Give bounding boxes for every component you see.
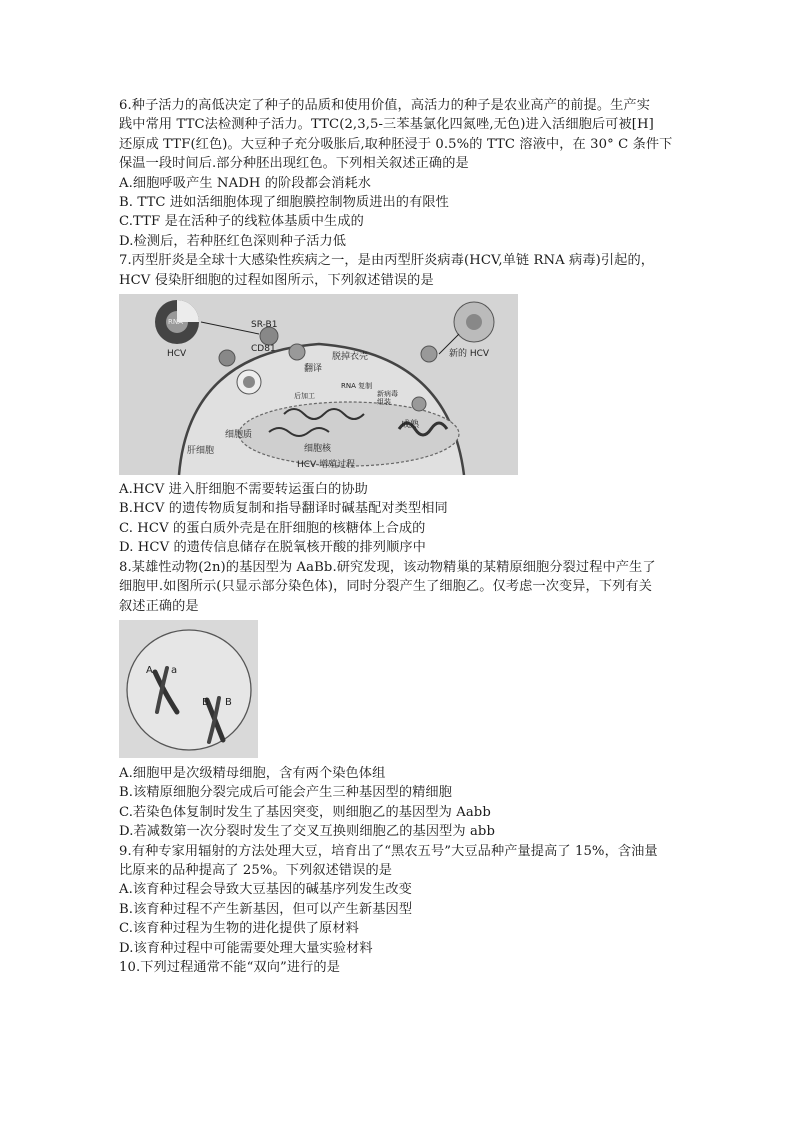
gene-label-a-upper: A [146, 664, 153, 676]
question-6-option-b: B. TTC 进如活细胞体现了细胞膜控制物质进出的有限性 [119, 195, 449, 211]
question-8-option-b: B.该精原细胞分裂完成后可能会产生三种基因型的精细胞 [119, 785, 452, 801]
figure-label-uncoat: 脱掉衣壳 [332, 352, 369, 363]
question-9-option-b: B.该育种过程不产生新基因，但可以产生新基因型 [119, 901, 413, 917]
new-hcv-core [466, 314, 482, 330]
question-8-stem-line-1: 8.某雄性动物(2n)的基因型为 AaBb.研究发现，该动物精巢的某精原细胞分裂过程中产生了 [119, 559, 656, 575]
question-8-option-c: C.若染色体复制时发生了基因突变，则细胞乙的基因型为 Aabb [119, 804, 491, 820]
figure-label-hcv: HCV [167, 349, 187, 360]
question-6-option-a: A.细胞呼吸产生 NADH 的阶段都会消耗水 [119, 175, 372, 191]
gene-label-a-lower: a [171, 664, 178, 676]
virion-inside [289, 344, 305, 360]
cell-jia-figure [119, 620, 258, 758]
question-6-option-c: C.TTF 是在活种子的线粒体基质中生成的 [119, 214, 364, 230]
figure-label-rna-replicate: RNA 复制 [341, 382, 373, 391]
question-6-stem-line-3: 还原成 TTF(红色)。大豆种子充分吸胀后,取种胚浸于 0.5%的 TTC 溶液中，在 30° C 条件下 [119, 136, 673, 152]
question-8-option-a: A.细胞甲是次级精母细胞，含有两个染色体组 [119, 765, 386, 781]
gene-label-b-1: B [202, 696, 209, 708]
question-8 [119, 558, 679, 842]
question-7-option-d: D. HCV 的遗传信息储存在脱氧核开酸的排列顺序中 [119, 540, 426, 556]
question-10-stem-line-1: 10.下列过程通常不能“双向”进行的是 [119, 959, 340, 975]
virion-bound [219, 350, 235, 366]
question-7-stem-line-2: HCV 侵染肝细胞的过程如图所示，下列叙述错误的是 [119, 272, 434, 288]
question-8-stem-line-2: 细胞甲.如图所示(只显示部分染色体)，同时分裂产生了细胞乙。仅考虑一次变异，下列有关 [119, 579, 652, 595]
figure-label-new-virus-assembly: 新病毒 组装 [377, 390, 398, 407]
question-7-option-b: B.HCV 的遗传物质复制和指导翻译时碱基配对类型相同 [119, 501, 448, 517]
virion-leaving [421, 346, 437, 362]
question-6 [119, 96, 679, 251]
question-8-option-d: D.若减数第一次分裂时发生了交叉互换则细胞乙的基因型为 abb [119, 824, 496, 840]
figure-label-rna: RNA [168, 318, 183, 327]
question-9-option-c: C.该育种过程为生物的进化提供了原材料 [119, 921, 359, 937]
hcv-infection-figure [119, 294, 518, 475]
figure-label-process: HCV 增殖过程 [297, 460, 356, 471]
question-9-option-a: A.该育种过程会导致大豆基因的碱基序列发生改变 [119, 882, 412, 898]
figure-label-cytoplasm: 细胞质 [225, 430, 253, 441]
question-7-option-c: C. HCV 的蛋白质外壳是在肝细胞的核糖体上合成的 [119, 520, 426, 536]
figure-label-liver-cell: 肝细胞 [187, 446, 215, 457]
figure-label-translate: 翻译 [304, 364, 323, 375]
question-6-option-d: D.检测后，若种胚红色深则种子活力低 [119, 233, 347, 249]
figure-label-cd81: CD81 [251, 344, 276, 355]
figure-label-new-hcv: 新的 HCV [449, 349, 490, 360]
figure-label-mature: 成熟 [401, 420, 420, 431]
virion-maturing [412, 397, 426, 411]
question-7-option-a: A.HCV 进入肝细胞不需要转运蛋白的协助 [119, 482, 368, 498]
question-7-stem-line-1: 7.丙型肝炎是全球十大感染性疾病之一，是由丙型肝炎病毒(HCV,单链 RNA 病毒)引起的， [119, 253, 655, 269]
figure-label-nucleus: 细胞核 [304, 444, 332, 455]
question-10 [119, 958, 679, 977]
question-9-stem-line-1: 9.有种专家用辐射的方法处理大豆，培育出了“黑农五号”大豆品种产量提高了 15%，含油量 [119, 843, 658, 859]
cell-jia-drawing [119, 620, 258, 758]
question-8-stem-line-3: 叙述正确的是 [119, 598, 199, 614]
figure-label-sr-b1: SR-B1 [251, 320, 278, 331]
question-6-stem-line-1: 6.种子活力的高低决定了种子的品质和使用价值，高活力的种子是农业高产的前提。生产实 [119, 98, 650, 113]
figure-label-post-process: 后加工 [294, 392, 315, 401]
exam-page [119, 96, 679, 977]
question-6-stem-line-2: 践中常用 TTC法检测种子活力。TTC(2,3,5-三苯基氯化四氮唑,无色)进入活细胞后可被[H] [119, 117, 654, 133]
question-9-option-d: D.该育种过程中可能需要处理大量实验材料 [119, 940, 373, 956]
cell-outline [127, 630, 251, 750]
question-9 [119, 842, 679, 958]
question-9-stem-line-2: 比原来的品种提高了 25%。下列叙述错误的是 [119, 862, 393, 878]
question-6-stem-line-4: 保温一段时间后.部分种胚出现红色。下列相关叙述正确的是 [119, 156, 469, 172]
question-7 [119, 251, 679, 557]
gene-label-b-2: B [225, 696, 232, 708]
endosome-virion [243, 376, 255, 388]
